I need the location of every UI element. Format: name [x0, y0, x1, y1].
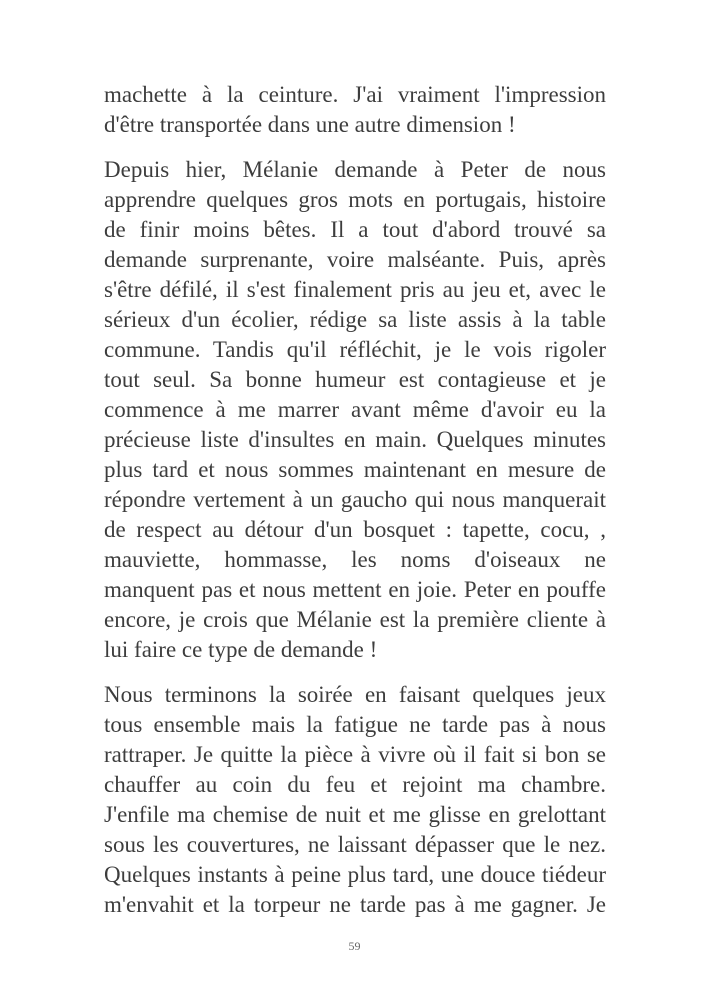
text-line: lui faire ce type de demande ! — [104, 637, 378, 662]
text-line: Quelques instants à peine plus tard, une douce tiédeur — [104, 862, 606, 887]
text-line: rattraper. Je quitte la pièce à vivre où il fait si bon se — [104, 742, 606, 767]
text-line: chauffer au coin du feu et rejoint ma chambre. — [104, 772, 606, 797]
text-line: sous les couvertures, ne laissant dépasser que le nez. — [104, 832, 606, 857]
text-line: apprendre quelques gros mots en portugais, histoire — [104, 187, 606, 212]
text-line: répondre vertement à un gaucho qui nous manquerait — [104, 487, 606, 512]
text-line: tout seul. Sa bonne humeur est contagieuse et je — [104, 367, 606, 392]
text-line: J'enfile ma chemise de nuit et me glisse en grelottant — [104, 802, 606, 827]
text-line: demande surprenante, voire malséante. Puis, après — [104, 247, 606, 272]
paragraph — [104, 155, 606, 665]
text-line: précieuse liste d'insultes en main. Quelques minutes — [104, 427, 606, 452]
text-line: Nous terminons la soirée en faisant quelques jeux — [104, 682, 606, 707]
text-line: d'être transportée dans une autre dimension ! — [104, 112, 516, 137]
text-line: tous ensemble mais la fatigue ne tarde pas à nous — [104, 712, 606, 737]
paragraph — [104, 680, 606, 920]
text-line: de finir moins bêtes. Il a tout d'abord trouvé sa — [104, 217, 606, 242]
text-line: de respect au détour d'un bosquet : tapette, cocu, , — [104, 517, 606, 542]
text-line: Depuis hier, Mélanie demande à Peter de nous — [104, 157, 606, 182]
text-line: m'envahit et la torpeur ne tarde pas à me gagner. Je — [104, 892, 606, 917]
text-line: mauviette, hommasse, les noms d'oiseaux ne — [104, 547, 606, 572]
paragraph — [104, 80, 606, 140]
text-line: s'être défilé, il s'est finalement pris au jeu et, avec le — [104, 277, 606, 302]
text-line: encore, je crois que Mélanie est la première cliente à — [104, 607, 606, 632]
text-line: commence à me marrer avant même d'avoir eu la — [104, 397, 606, 422]
text-line: machette à la ceinture. J'ai vraiment l'impression — [104, 82, 606, 107]
text-line: plus tard et nous sommes maintenant en mesure de — [104, 457, 606, 482]
text-line: commune. Tandis qu'il réfléchit, je le vois rigoler — [104, 337, 606, 362]
text-line: manquent pas et nous mettent en joie. Peter en pouffe — [104, 577, 606, 602]
text-line: sérieux d'un écolier, rédige sa liste assis à la table — [104, 307, 606, 332]
page-number: 59 — [348, 939, 361, 953]
page-text — [104, 80, 606, 920]
